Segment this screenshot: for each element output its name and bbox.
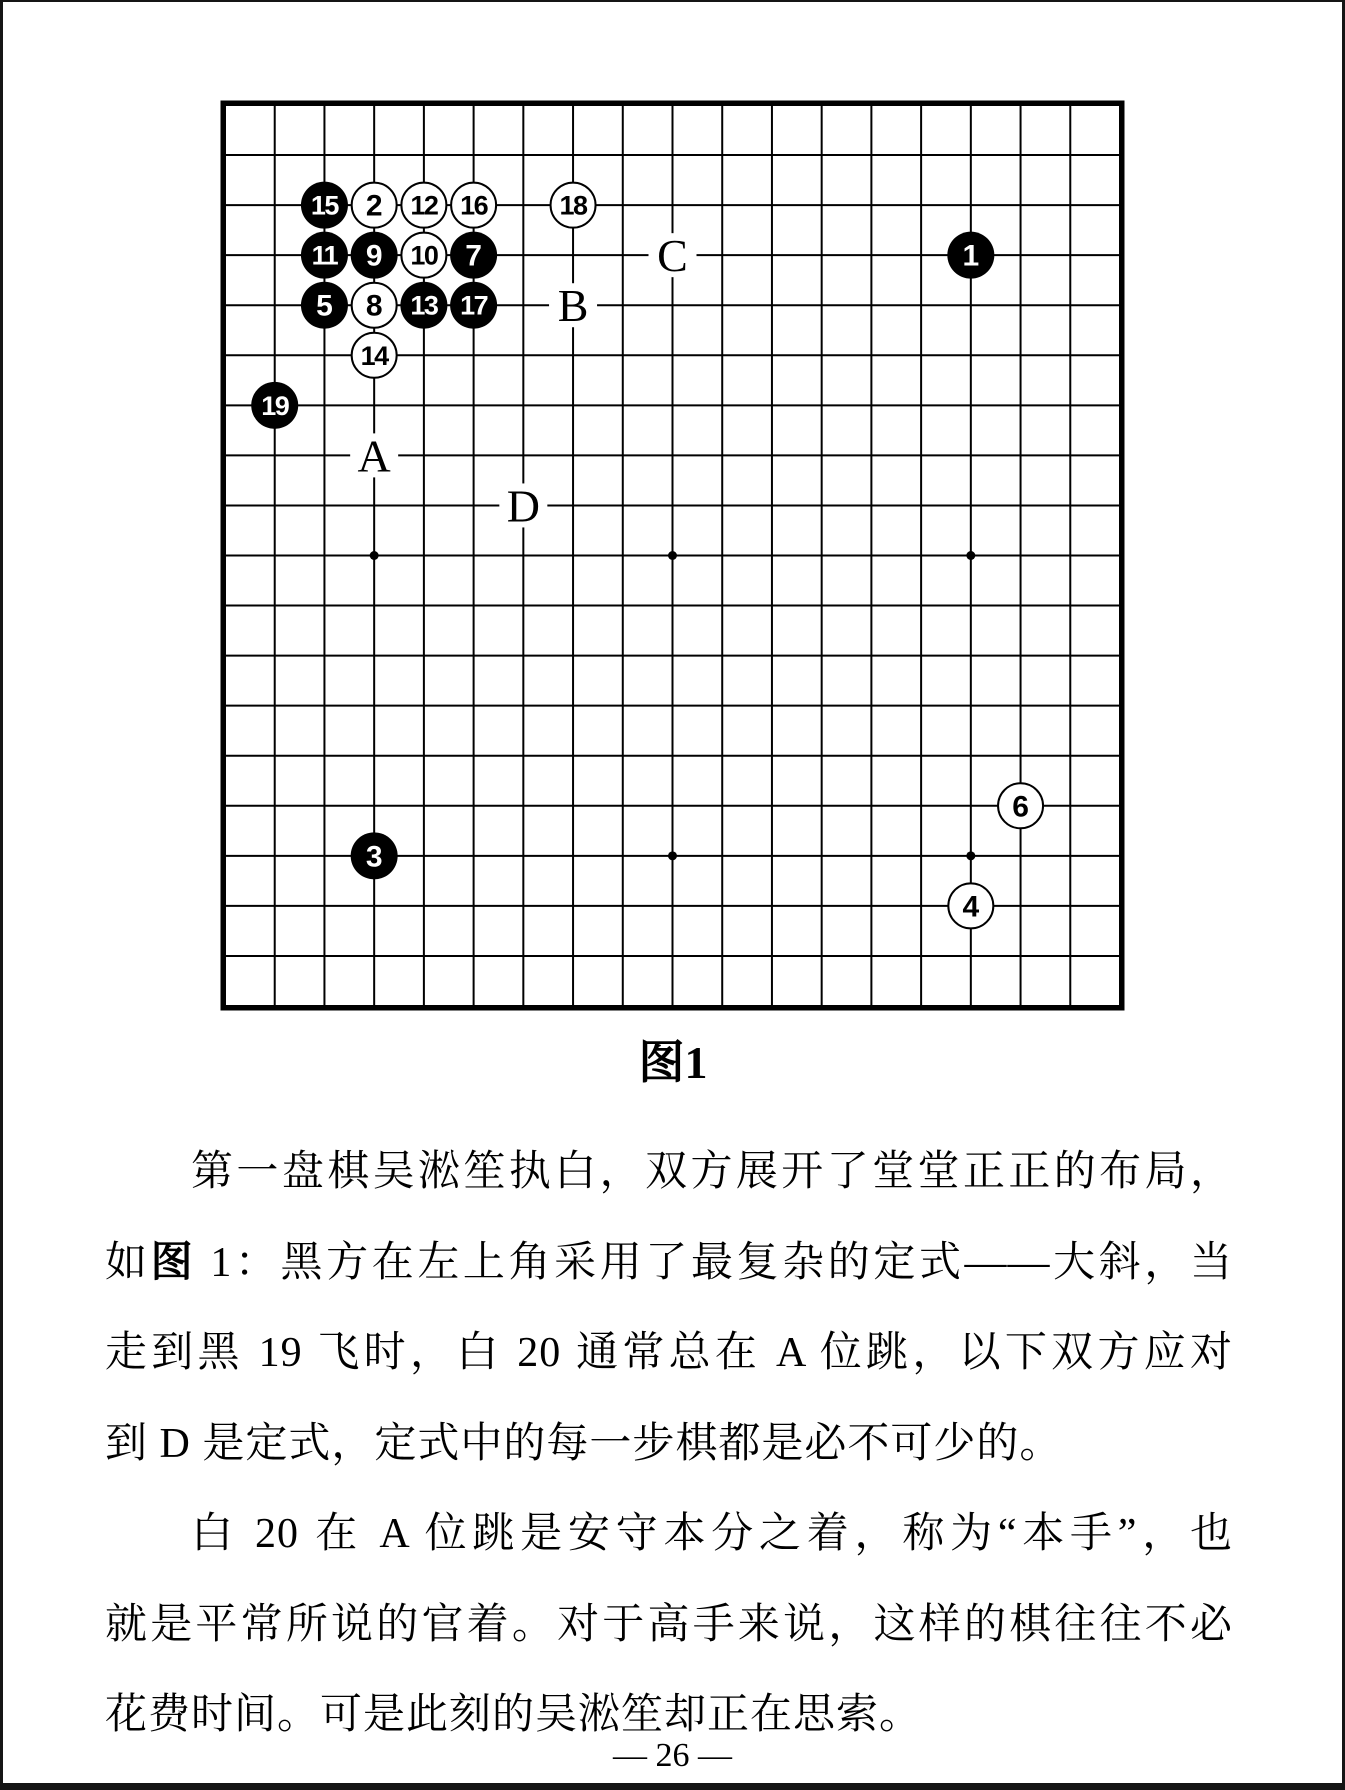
stone-number-6: 6: [1012, 790, 1029, 824]
stone-number-8: 8: [365, 289, 383, 323]
stone-number-10: 10: [410, 240, 438, 271]
stone-number-1: 1: [962, 239, 980, 273]
stone-number-14: 14: [360, 340, 388, 371]
point-label-B: B: [557, 280, 589, 332]
stone-number-11: 11: [311, 240, 338, 271]
stone-number-4: 4: [962, 890, 980, 924]
paragraph-line-2: [105, 1218, 1233, 1308]
star-point: [966, 551, 975, 560]
figure-caption: 图1: [638, 1037, 708, 1088]
line4-text: 到 D 是定式，定式中的每一步棋都是必不可少的。: [105, 1421, 1063, 1467]
line6-text: 就是平常所说的官着。对于高手来说，这样的棋往往不必: [105, 1602, 1233, 1648]
star-point: [370, 551, 379, 560]
page-border-bottom: [0, 1783, 1345, 1790]
point-label-A: A: [357, 430, 391, 482]
stone-number-12: 12: [410, 190, 438, 221]
page-border-top: [0, 0, 1345, 2]
page-number: — 26 —: [613, 1737, 732, 1774]
paragraph-line-1: [105, 1127, 1233, 1217]
point-label-C: C: [657, 230, 688, 282]
paragraph-line-6: [105, 1580, 1233, 1670]
stone-number-3: 3: [365, 840, 383, 874]
stone-number-7: 7: [465, 239, 482, 273]
line3-text: 走到黑 19 飞时，白 20 通常总在 A 位跳，以下双方应对: [105, 1330, 1233, 1376]
line2-bold-figure-ref: 图: [150, 1240, 197, 1286]
stone-number-13: 13: [410, 290, 438, 321]
stone-number-5: 5: [316, 289, 333, 323]
stone-number-19: 19: [261, 390, 289, 421]
line2-prefix: 如: [105, 1240, 151, 1286]
line2-rest: 1：黑方在左上角采用了最复杂的定式——大斜，当: [196, 1240, 1233, 1286]
stone-number-2: 2: [365, 189, 383, 223]
stone-number-9: 9: [365, 239, 383, 273]
star-point: [668, 851, 677, 860]
page-border-left: [0, 0, 3, 1790]
line1-text: 第一盘棋吴淞笙执白，双方展开了堂堂正正的布局，: [191, 1149, 1233, 1195]
paragraph-line-3: [105, 1308, 1233, 1398]
stone-number-18: 18: [559, 190, 587, 221]
star-point: [966, 851, 975, 860]
line7-text: 花费时间。可是此刻的吴淞笙却正在思索。: [105, 1692, 923, 1738]
paragraph-line-5: [105, 1489, 1233, 1579]
point-label-D: D: [506, 480, 540, 532]
stone-number-16: 16: [460, 190, 488, 221]
star-point: [668, 551, 677, 560]
paragraph-line-4: [105, 1399, 1233, 1489]
stone-number-17: 17: [460, 290, 488, 321]
stone-number-15: 15: [310, 190, 338, 221]
line5-text: 白 20 在 A 位跳是安守本分之着，称为“本手”，也: [191, 1511, 1233, 1557]
